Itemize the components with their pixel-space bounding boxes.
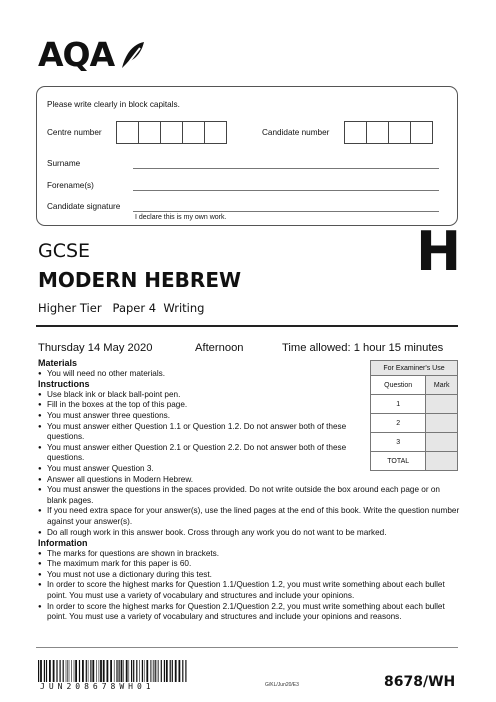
list-item: ● Fill in the boxes at the top of this page. [38, 400, 373, 411]
list-item: ● The marks for questions are shown in brackets. [38, 549, 461, 560]
list-item: ● In order to score the highest marks for Question 1.1/Question 1.2, you must write something about each bullet point. You must use a variety of vocabulary and structures and include your opinions. [38, 580, 461, 601]
candidate-number-label: Candidate number [262, 128, 330, 137]
forename-label: Forename(s) [47, 181, 94, 190]
question-column-header: Question [371, 376, 426, 395]
time-allowed: Time allowed: 1 hour 15 minutes [282, 342, 444, 354]
question-number: 2 [371, 414, 426, 433]
list-item: ● You must answer the questions in the spaces provided. Do not write outside the box around each page or on blank pages. [38, 485, 461, 506]
list-item: ● You must answer three questions. [38, 411, 373, 422]
surname-label: Surname [47, 159, 81, 168]
exam-session: Afternoon [195, 342, 244, 354]
list-item: ● Use black ink or black ball-point pen. [38, 390, 373, 401]
tier-letter: H [416, 220, 462, 283]
declaration-text: I declare this is my own work. [135, 214, 227, 221]
candidate-number-boxes[interactable] [345, 121, 433, 144]
signature-label: Candidate signature [47, 202, 121, 211]
information-heading: Information [38, 538, 88, 549]
list-item: ● Answer all questions in Modern Hebrew. [38, 475, 461, 486]
signature-field[interactable] [133, 211, 439, 212]
block-capitals-note: Please write clearly in block capitals. [47, 100, 180, 109]
centre-number-boxes[interactable] [117, 121, 227, 144]
instructions-section [38, 358, 460, 623]
list-item: ● You will need no other materials. [38, 369, 373, 380]
qualification-title: GCSE [38, 240, 91, 262]
header-rule [36, 325, 458, 327]
list-item: ● In order to score the highest marks for Question 2.1/Question 2.2, you must write something about each bullet point. You must use a variety of vocabulary and structures and include your opinions and reasons. [38, 602, 461, 623]
forename-field[interactable] [133, 190, 439, 191]
list-item: ● You must answer Question 3. [38, 464, 373, 475]
footer-rule [36, 647, 458, 648]
list-item: ● You must answer either Question 2.1 or Question 2.2. Do not answer both of these questions. [38, 443, 373, 464]
barcode-icon [38, 660, 188, 682]
question-number: 1 [371, 395, 426, 414]
list-item: ● If you need extra space for your answer(s), use the lined pages at the end of this book. Write the question number against your answer(s). [38, 506, 461, 527]
examiners-use-title: For Examiner's Use [371, 361, 458, 376]
list-item: ● You must answer either Question 1.1 or Question 1.2. Do not answer both of these questions. [38, 422, 373, 443]
centre-number-label: Centre number [47, 128, 102, 137]
aqa-logo: AQA [38, 35, 115, 74]
instructions-heading: Instructions [38, 379, 90, 390]
materials-heading: Materials [38, 358, 78, 368]
surname-field[interactable] [133, 168, 439, 169]
mark-column-header: Mark [426, 376, 458, 395]
list-item: ● You must not use a dictionary during this test. [38, 570, 461, 581]
question-number: 3 [371, 433, 426, 452]
paper-subtitle: Higher Tier Paper 4 Writing [38, 301, 205, 315]
list-item: ● The maximum mark for this paper is 60. [38, 559, 461, 570]
paper-code: 8678/WH [384, 674, 456, 690]
total-label: TOTAL [371, 452, 426, 471]
barcode-text: JUN208678WH01 [40, 682, 155, 691]
aqa-leaf-icon [120, 40, 146, 70]
subject-title: MODERN HEBREW [38, 268, 242, 292]
list-item: ● Do all rough work in this answer book. Cross through any work you do not want to be marked. [38, 528, 461, 539]
file-reference: G/KL/Jun20/E3 [265, 682, 299, 688]
exam-date: Thursday 14 May 2020 [38, 342, 153, 354]
